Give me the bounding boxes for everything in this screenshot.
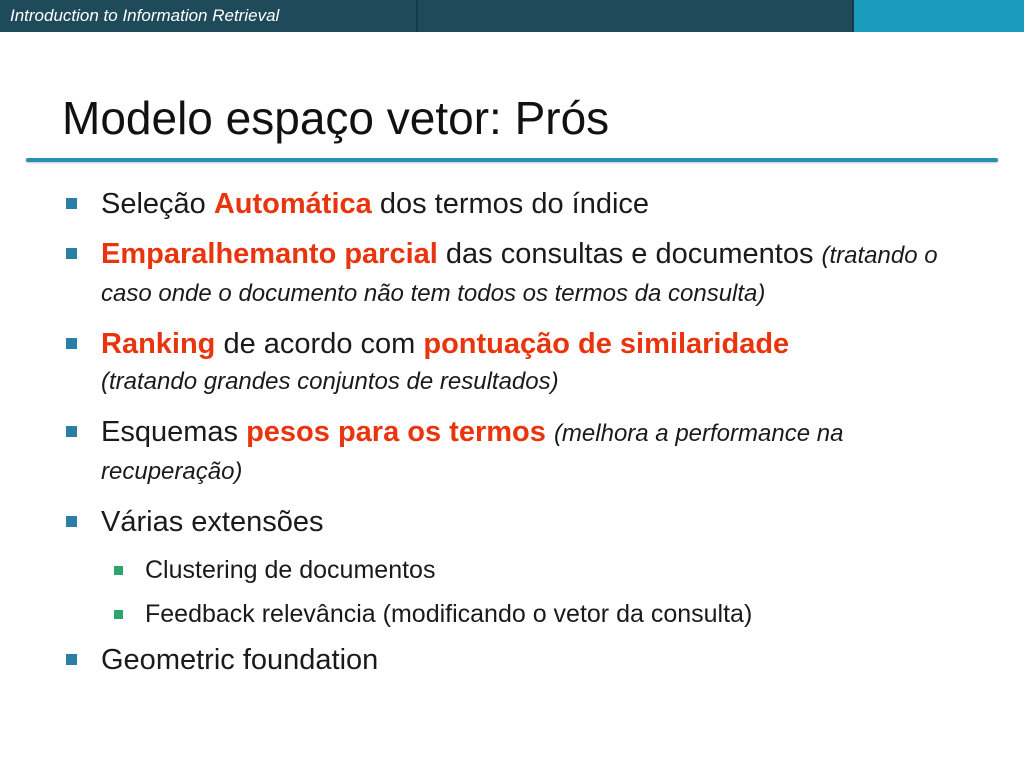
course-title: Introduction to Information Retrieval xyxy=(10,6,280,25)
bullet-text: dos termos do índice xyxy=(371,188,650,220)
bullet-note: (tratando grandes conjuntos de resultados) xyxy=(101,368,559,395)
bullet-highlight: Ranking xyxy=(101,328,216,360)
bullet-text: Seleção xyxy=(101,188,214,220)
bullet-item xyxy=(64,326,964,400)
header-segment-mid xyxy=(418,0,852,32)
sub-bullet-item xyxy=(64,598,964,630)
sub-bullet-square-icon xyxy=(114,566,123,575)
bullet-item xyxy=(64,504,964,540)
header-segment-light xyxy=(854,0,1024,32)
sub-bullet-text: Clustering de documentos xyxy=(145,556,436,584)
bullet-highlight: pontuação de similaridade xyxy=(423,328,790,360)
bullet-text: Esquemas xyxy=(101,416,247,448)
bullet-item xyxy=(64,186,964,222)
bullet-item xyxy=(64,236,964,312)
bullet-text: Várias extensões xyxy=(101,506,324,538)
bullet-square-icon xyxy=(66,198,77,209)
bullet-text: das consultas e documentos xyxy=(437,238,822,270)
sub-bullet-text: Feedback relevância (modificando o vetor da consulta) xyxy=(145,600,753,628)
bullet-square-icon xyxy=(66,426,77,437)
bullet-note: (melhora a performance na recuperação) xyxy=(101,420,844,485)
bullet-square-icon xyxy=(66,654,77,665)
bullet-square-icon xyxy=(66,516,77,527)
bullet-note: (tratando o caso onde o documento não tem todos os termos da consulta) xyxy=(101,242,938,307)
bullet-item xyxy=(64,642,964,678)
slide-title: Modelo espaço vetor: Prós xyxy=(62,92,610,144)
bullet-text: Geometric foundation xyxy=(101,644,379,676)
bullet-square-icon xyxy=(66,338,77,349)
sub-bullet-item xyxy=(64,554,964,586)
bullet-text xyxy=(546,416,554,448)
bullet-list xyxy=(64,186,964,692)
header-bar xyxy=(0,0,1024,32)
bullet-item xyxy=(64,414,964,490)
bullet-highlight: Automática xyxy=(213,188,372,220)
title-divider xyxy=(26,158,998,162)
bullet-highlight: pesos para os termos xyxy=(246,416,546,448)
bullet-square-icon xyxy=(66,248,77,259)
sub-bullet-square-icon xyxy=(114,610,123,619)
bullet-text: de acordo com xyxy=(215,328,424,360)
bullet-highlight: Emparalhemanto parcial xyxy=(101,238,438,270)
